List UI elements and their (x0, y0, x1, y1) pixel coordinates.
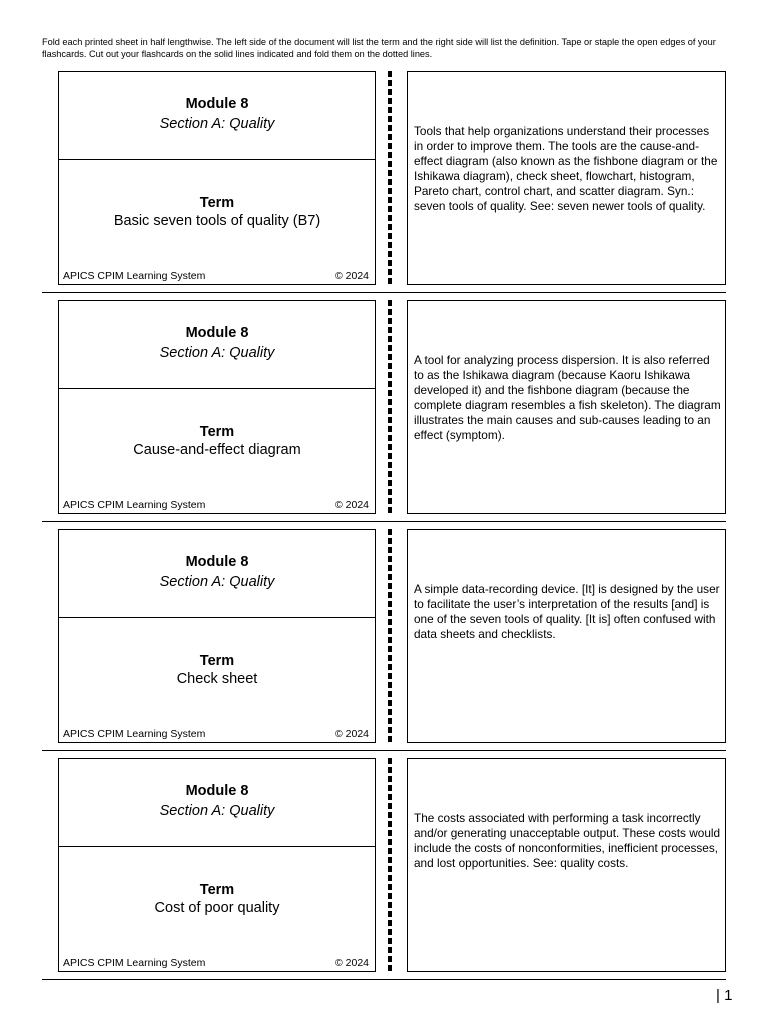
footer-source: APICS CPIM Learning System (63, 957, 206, 969)
definition-text: The costs associated with performing a task incorrectly and/or generating unacceptable output. These costs would include the costs of nonconformities, inefficient processes, and lost opportunities. See: quality costs. (414, 811, 721, 870)
term-block (59, 194, 375, 230)
flashcard-row (0, 758, 768, 974)
section-title: Section A: Quality (159, 116, 275, 132)
cut-line (42, 292, 726, 293)
fold-line (388, 71, 392, 285)
term-name: Basic seven tools of quality (B7) (113, 213, 321, 229)
term-card-header (59, 72, 375, 160)
footer-copyright: © 2024 (334, 957, 369, 969)
footer-copyright: © 2024 (334, 499, 369, 511)
definition-text: Tools that help organizations understand their processes in order to improve them. The tools are the cause-and-effect diagram (also known as the fishbone diagram or the Ishikawa diagram), check sheet, flowchart, histogram, Pareto chart, control chart, and scatter diagram. Syn.: seven tools of quality. See: seven newer tools of quality. (414, 124, 718, 213)
term-label: Term (199, 653, 235, 669)
term-name: Check sheet (176, 671, 258, 687)
fold-line (388, 758, 392, 972)
section-title: Section A: Quality (159, 574, 275, 590)
module-title: Module 8 (185, 96, 249, 112)
definition-card (407, 529, 726, 743)
term-card (58, 758, 376, 972)
module-title: Module 8 (185, 325, 249, 341)
flashcard-row (0, 529, 768, 745)
term-block (59, 652, 375, 688)
term-label: Term (199, 424, 235, 440)
card-footer (63, 957, 369, 970)
flashcard-row (0, 71, 768, 287)
term-name: Cause-and-effect diagram (133, 442, 301, 458)
term-card-header (59, 759, 375, 847)
definition-text: A simple data-recording device. [It] is designed by the user to facilitate the user’s interpretation of the results [and] is one of the seven tools of quality. [It is] often confused with data sheets and checklists. (414, 582, 720, 641)
term-card-header (59, 301, 375, 389)
footer-source: APICS CPIM Learning System (63, 499, 206, 511)
flashcard-row (0, 300, 768, 516)
footer-source: APICS CPIM Learning System (63, 270, 206, 282)
card-footer (63, 499, 369, 512)
module-title: Module 8 (185, 783, 249, 799)
section-title: Section A: Quality (159, 803, 275, 819)
section-title: Section A: Quality (159, 345, 275, 361)
fold-line (388, 529, 392, 743)
term-name: Cost of poor quality (154, 900, 280, 916)
cut-line (42, 521, 726, 522)
module-title: Module 8 (185, 554, 249, 570)
definition-card (407, 300, 726, 514)
term-card (58, 529, 376, 743)
term-label: Term (199, 882, 235, 898)
footer-copyright: © 2024 (334, 270, 369, 282)
definition-text: A tool for analyzing process dispersion. It is also referred to as the Ishikawa diagram (because Kaoru Ishikawa developed it) and the fishbone diagram (because the complete diagram resembles a fish skeleton). The diagram illustrates the main causes and sub-causes leading to an effect (symptom). (414, 353, 721, 442)
term-block (59, 423, 375, 459)
footer-copyright: © 2024 (334, 728, 369, 740)
fold-line (388, 300, 392, 514)
definition-card (407, 758, 726, 972)
card-footer (63, 728, 369, 741)
card-footer (63, 270, 369, 283)
definition-card (407, 71, 726, 285)
footer-source: APICS CPIM Learning System (63, 728, 206, 740)
page-number: | 1 (716, 987, 733, 1004)
term-label: Term (199, 195, 235, 211)
term-card (58, 71, 376, 285)
instructions-text: Fold each printed sheet in half lengthwise. The left side of the document will list the term and the right side will list the definition. Tape or staple the open edges of your flashcards. Cut out your flashcards on the solid lines indicated and fold them on the dotted lines. (42, 37, 716, 59)
cut-line (42, 979, 726, 980)
term-card-header (59, 530, 375, 618)
cut-line (42, 750, 726, 751)
term-block (59, 881, 375, 917)
term-card (58, 300, 376, 514)
